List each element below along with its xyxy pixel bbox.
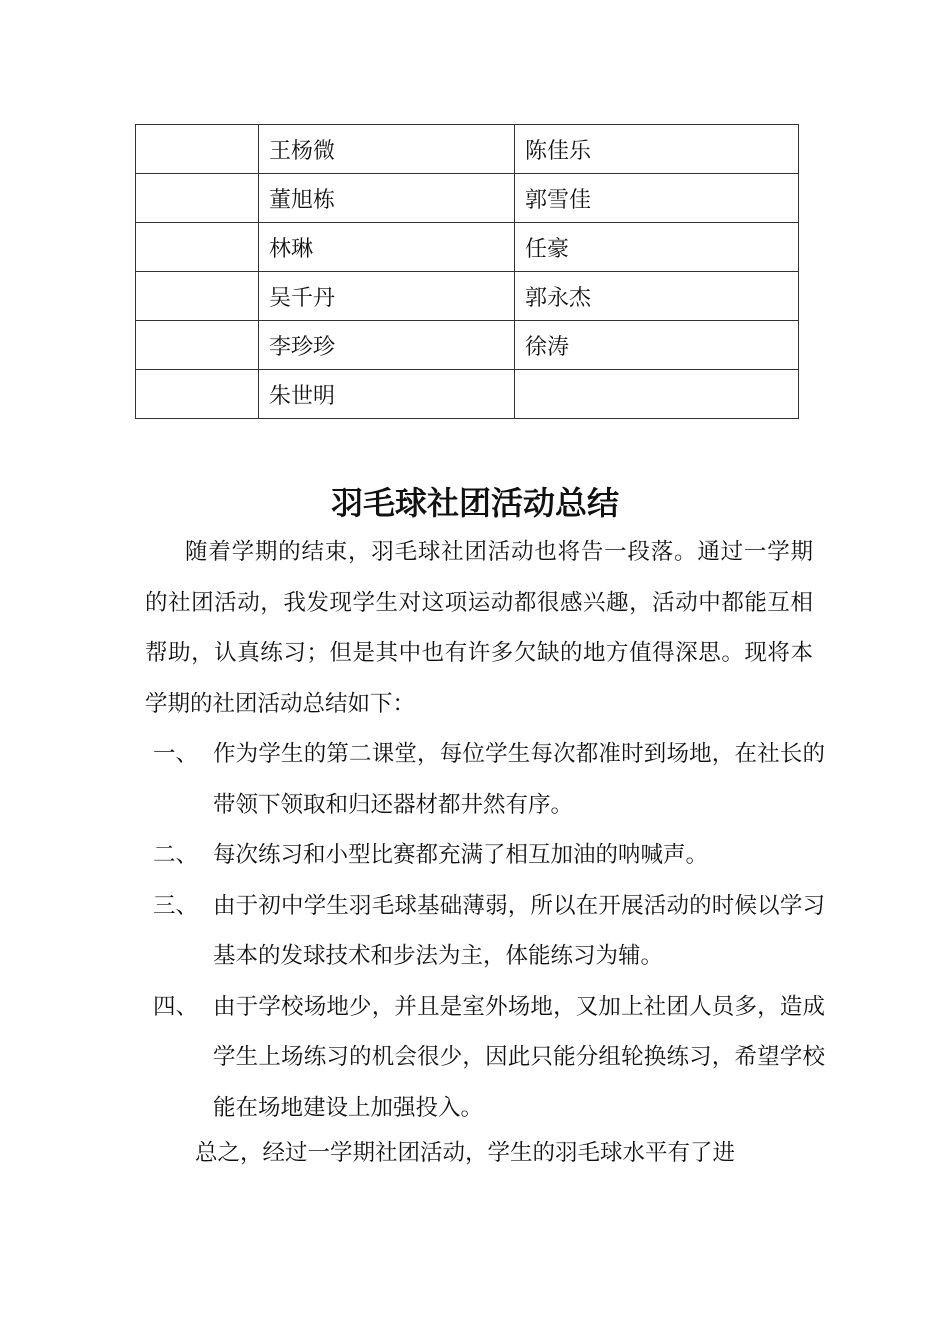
table-cell: 任豪 bbox=[515, 223, 799, 272]
table-cell bbox=[515, 370, 799, 419]
list-item bbox=[145, 729, 825, 830]
list-item-text: 作为学生的第二课堂，每位学生每次都准时到场地，在社长的带领下领取和归还器材都井然有序。 bbox=[213, 741, 825, 818]
summary-list bbox=[145, 729, 825, 1133]
table-row bbox=[136, 370, 799, 419]
table-cell: 郭雪佳 bbox=[515, 174, 799, 223]
table-cell: 郭永杰 bbox=[515, 272, 799, 321]
summary-title: 羽毛球社团活动总结 bbox=[330, 484, 619, 522]
table-row bbox=[136, 174, 799, 223]
table-cell: 陈佳乐 bbox=[515, 125, 799, 174]
list-item-text: 每次练习和小型比赛都充满了相互加油的呐喊声。 bbox=[213, 842, 709, 868]
list-item bbox=[145, 881, 825, 982]
member-table bbox=[135, 124, 799, 419]
table-cell bbox=[136, 174, 259, 223]
list-item-text: 由于初中学生羽毛球基础薄弱，所以在开展活动的时候以学习基本的发球技术和步法为主，体能练习为辅。 bbox=[213, 892, 825, 969]
list-item-text: 由于学校场地少，并且是室外场地，又加上社团人员多，造成学生上场练习的机会很少，因此只能分组轮换练习，希望学校能在场地建设上加强投入。 bbox=[213, 993, 825, 1121]
table-cell: 王杨微 bbox=[259, 125, 515, 174]
list-item-number: 一、 bbox=[153, 741, 199, 767]
table-cell bbox=[136, 125, 259, 174]
conclusion-paragraph: 总之，经过一学期社团活动，学生的羽毛球水平有了进 bbox=[195, 1140, 736, 1166]
table-row bbox=[136, 272, 799, 321]
table-cell: 董旭栋 bbox=[259, 174, 515, 223]
intro-paragraph: 随着学期的结束，羽毛球社团活动也将告一段落。通过一学期的社团活动，我发现学生对这项运动都很感兴趣，活动中都能互相帮助，认真练习；但是其中也有许多欠缺的地方值得深思。现将本学期的社团活动总结如下： bbox=[145, 539, 813, 717]
table-cell bbox=[136, 321, 259, 370]
list-item-number: 三、 bbox=[153, 892, 199, 919]
list-item-number: 四、 bbox=[153, 993, 199, 1020]
table-row bbox=[136, 321, 799, 370]
table-cell: 朱世明 bbox=[259, 370, 515, 419]
table-row bbox=[136, 125, 799, 174]
list-item-number: 二、 bbox=[153, 842, 199, 868]
table-cell: 徐涛 bbox=[515, 321, 799, 370]
table-row bbox=[136, 223, 799, 272]
list-item bbox=[145, 982, 825, 1134]
table-cell: 林琳 bbox=[259, 223, 515, 272]
table-cell bbox=[136, 223, 259, 272]
table-cell bbox=[136, 272, 259, 321]
table-cell bbox=[136, 370, 259, 419]
table-cell: 吴千丹 bbox=[259, 272, 515, 321]
table-cell: 李珍珍 bbox=[259, 321, 515, 370]
list-item bbox=[145, 830, 825, 881]
